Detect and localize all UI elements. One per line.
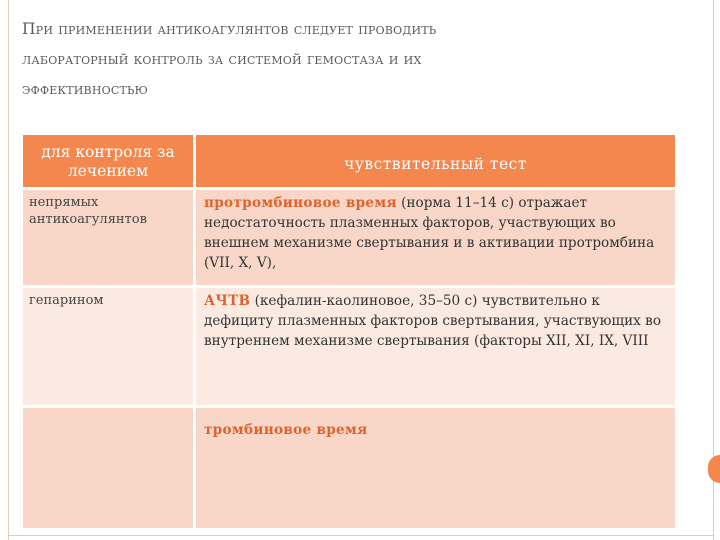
row-3-control xyxy=(23,408,193,528)
frame-bottom-line xyxy=(8,535,714,536)
header-control: для контроля за лечением xyxy=(23,135,193,187)
row-3-keyword: тромбиновое время xyxy=(204,422,368,438)
table-row xyxy=(23,288,675,405)
row-1-control: непрямых антикоагулянтов xyxy=(23,190,193,285)
title-line-3: эффективностью xyxy=(22,80,148,98)
table-row xyxy=(23,408,675,528)
row-1-keyword: протромбиновое время xyxy=(204,195,397,211)
row-2-test xyxy=(196,288,675,405)
row-2-text: (кефалин-каолиновое, 35–50 с) чувствительно к дефициту плазменных факторов свертывания, участвующих во внутреннем механизме свертывания (факторы XII, XI, IX, VIII xyxy=(204,293,662,349)
table-header-row xyxy=(23,135,675,187)
anticoagulant-table xyxy=(20,132,678,531)
slide-title xyxy=(22,14,682,104)
header-test: чувствительный тест xyxy=(196,135,675,187)
decorative-tab-marker xyxy=(708,455,720,483)
title-line-1: При применении антикоагулянтов следует проводить xyxy=(22,20,437,38)
frame-left-line xyxy=(8,0,9,540)
row-1-test xyxy=(196,190,675,285)
table-row xyxy=(23,190,675,285)
row-3-test xyxy=(196,408,675,528)
row-1-text: (норма 11–14 с) отражает недостаточность плазменных факторов, участвующих во внешнем механизме свертывания и в активации протромбина (VII, X, V), xyxy=(204,195,655,271)
row-2-control: гепарином xyxy=(23,288,193,405)
row-2-keyword: АЧТВ xyxy=(204,293,251,309)
title-line-2: лабораторный контроль за системой гемостаза и их xyxy=(22,50,422,68)
